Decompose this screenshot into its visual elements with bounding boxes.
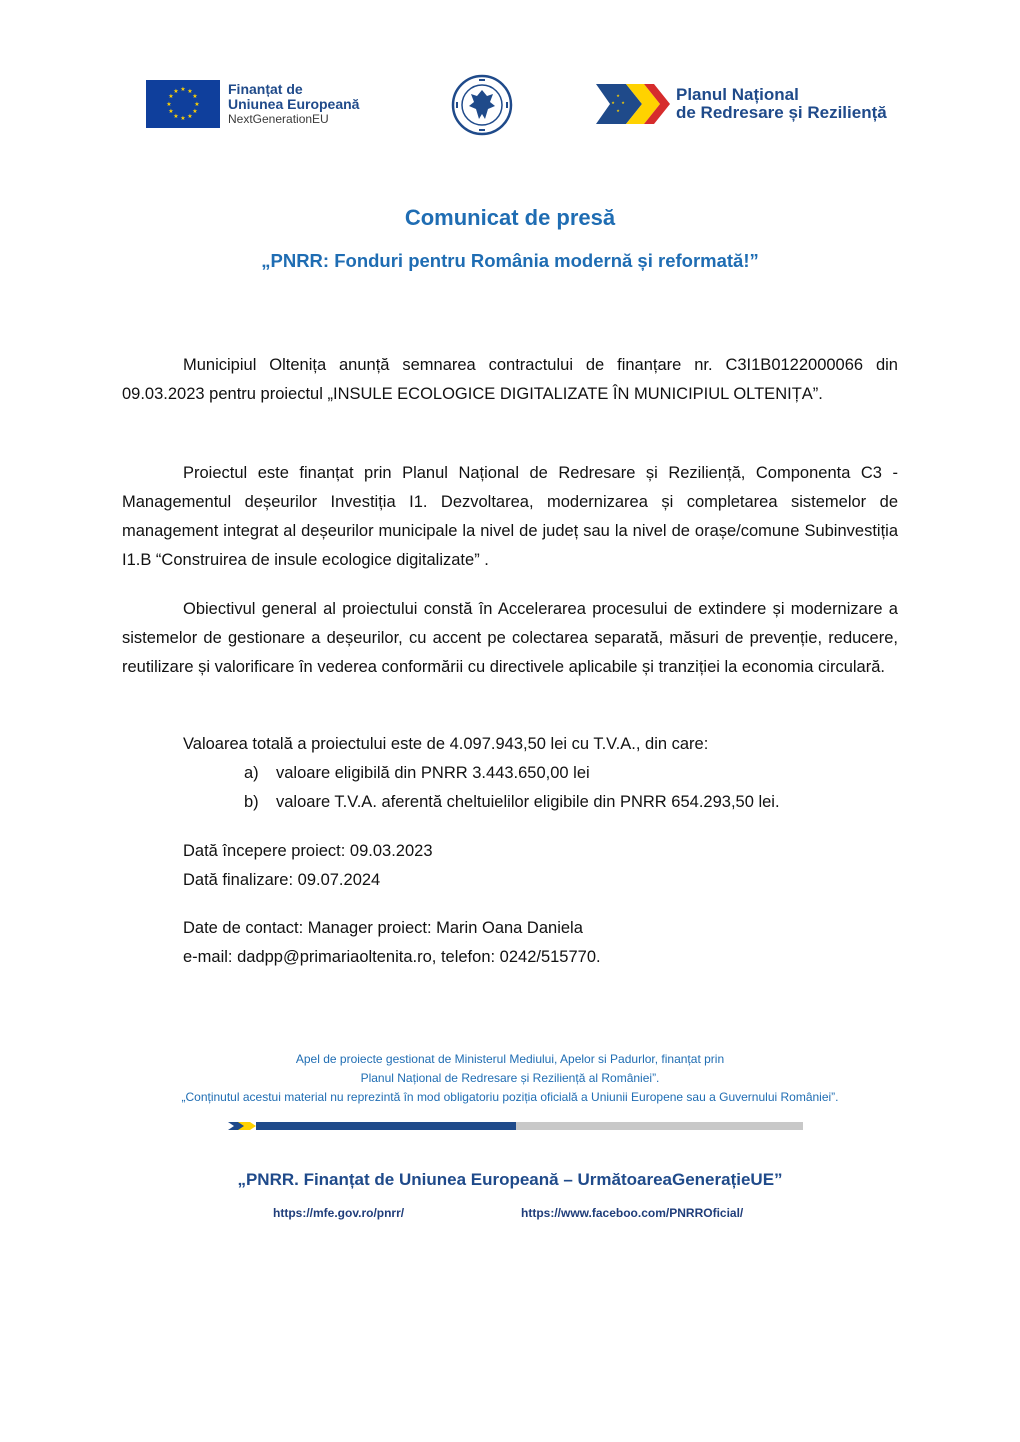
page-subtitle: „PNRR: Fonduri pentru România modernă și reformată!” — [261, 250, 759, 271]
eu-logo-line1: Finanțat de — [228, 81, 303, 98]
svg-text:★: ★ — [180, 115, 186, 122]
start-date: Dată începere proiect: 09.03.2023 — [183, 842, 433, 860]
value-breakdown-list — [244, 759, 780, 817]
list-item — [244, 788, 780, 817]
svg-text:★: ★ — [616, 108, 620, 113]
svg-text:★: ★ — [173, 113, 179, 120]
contact-manager: Date de contact: Manager proiect: Marin Oana Daniela — [183, 919, 583, 937]
footer-disclaimer: „Conținutul acestui material nu reprezintă în mod obligatoriu poziția oficială a Uniunii Europene sau a Guvernului României”. — [181, 1090, 839, 1104]
paragraph-text: Proiectul este finanțat prin Planul Național de Redresare și Reziliență, Componenta C3 - Managementul deșeurilor Investiția I1. Dezvoltarea, modernizarea și completarea sistemelor de management integrat al deșeurilor municipale la nivel de județ sau la nivel de orașe/comune Subinvestiția I1.B “Construirea de insule ecologice digitalizate” . — [122, 464, 898, 569]
page-title: Comunicat de presă — [404, 205, 616, 230]
list-marker: a) — [244, 764, 259, 782]
mfe-pnrr-link[interactable]: https://mfe.gov.ro/pnrr/ — [273, 1206, 405, 1220]
facebook-pnrr-link[interactable]: https://www.faceboo.com/PNRROficial/ — [521, 1206, 744, 1220]
svg-text:★: ★ — [168, 93, 174, 100]
eu-logo-line2: Uniunea Europeană — [228, 95, 360, 112]
paragraph-objective — [122, 595, 898, 682]
svg-text:★: ★ — [187, 113, 193, 120]
eu-funding-logo — [146, 80, 359, 128]
pnrr-flag-icon — [596, 84, 670, 124]
svg-text:★: ★ — [168, 108, 174, 115]
paragraph-text: Obiectivul general al proiectului constă în Accelerarea procesului de extindere și modernizare a sistemelor de gestionare a deșeurilor, cu accent pe colectarea separată, măsuri de prevenție, reducere, reutilizare și valorificare în vederea conformării cu directivele aplicabile și tranziției la economia circulară. — [122, 600, 898, 676]
pnrr-logo-line1: Planul Național — [676, 84, 799, 104]
footer-call-line2: Planul Național de Redresare și Reziliență al României”. — [360, 1071, 660, 1085]
svg-text:★: ★ — [192, 108, 198, 115]
footer-divider-bar — [228, 1119, 803, 1133]
project-value-intro: Valoarea totală a proiectului este de 4.097.943,50 lei cu T.V.A., din care: — [183, 735, 709, 753]
svg-text:★: ★ — [187, 88, 193, 95]
paragraph-contract — [122, 351, 898, 409]
eu-logo-line3: NextGenerationEU — [228, 112, 329, 127]
pnrr-logo — [596, 84, 887, 124]
svg-text:★: ★ — [194, 101, 200, 108]
list-item — [244, 759, 780, 788]
svg-text:★: ★ — [621, 100, 625, 105]
header-logos — [0, 74, 1020, 134]
pnrr-logo-line2: de Redresare și Reziliență — [676, 103, 887, 122]
svg-text:★: ★ — [192, 93, 198, 100]
paragraph-text: Municipiul Oltenița anunță semnarea contractului de finanțare nr. C3I1B0122000066 din 09.03.2023 pentru proiectul „INSULE ECOLOGICE DIGITALIZATE ÎN MUNICIPIUL OLTENIȚA”. — [122, 356, 898, 403]
romanian-government-seal-icon — [451, 74, 513, 136]
end-date: Dată finalizare: 09.07.2024 — [183, 871, 381, 889]
svg-text:★: ★ — [616, 93, 620, 98]
svg-text:★: ★ — [180, 86, 186, 93]
list-item-text: valoare eligibilă din PNRR 3.443.650,00 lei — [276, 764, 590, 782]
paragraph-funding — [122, 459, 898, 575]
svg-text:★: ★ — [611, 100, 615, 105]
contact-email: e-mail: dadpp@primariaoltenita.ro, telefon: 0242/515770. — [183, 948, 601, 966]
footer-call-line1: Apel de proiecte gestionat de Ministerul Mediului, Apelor si Padurlor, finanțat prin — [295, 1052, 725, 1066]
svg-text:★: ★ — [166, 101, 172, 108]
eu-flag-icon — [146, 80, 220, 128]
list-item-text: valoare T.V.A. aferentă cheltuielilor eligibile din PNRR 654.293,50 lei. — [276, 793, 780, 811]
list-marker: b) — [244, 793, 259, 811]
svg-text:★: ★ — [173, 88, 179, 95]
footer-tagline: „PNRR. Finanțat de Uniunea Europeană – UrmătoareaGenerațieUE” — [237, 1170, 783, 1189]
